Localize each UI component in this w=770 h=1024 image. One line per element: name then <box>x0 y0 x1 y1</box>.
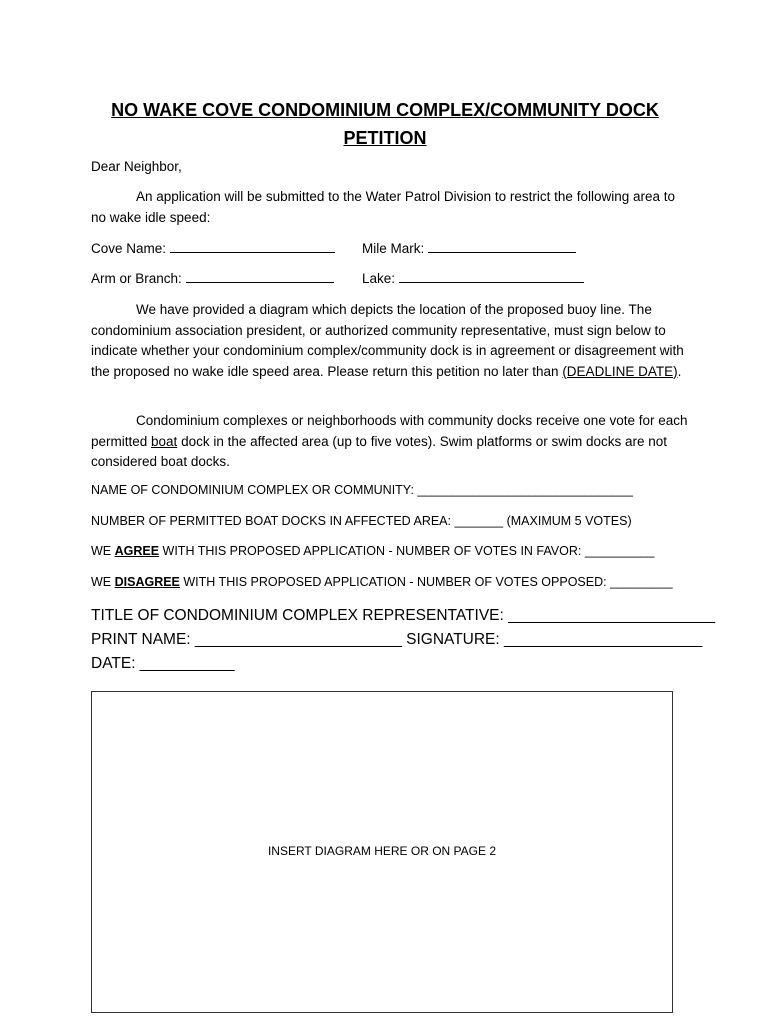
arm-branch-input[interactable] <box>186 269 334 283</box>
diagram-paragraph-text: We have provided a diagram which depicts the location of the proposed buoy line. The condominium association president, or authorized community representative, must sign below to indicate whether your condominium complex/community dock is in agreement or disagreement with the proposed no wake idle speed area. Please return this petition no later than <box>91 302 684 379</box>
greeting: Dear Neighbor, <box>91 159 182 174</box>
title-line-2: PETITION <box>343 128 427 148</box>
agree-line <box>91 544 654 558</box>
diagram-paragraph <box>91 300 691 382</box>
diagram-placeholder-label: INSERT DIAGRAM HERE OR ON PAGE 2 <box>267 844 497 858</box>
mile-mark-field <box>362 239 576 260</box>
agree-word: AGREE <box>114 544 160 558</box>
lake-label: Lake: <box>362 271 396 286</box>
disagree-post: WITH THIS PROPOSED APPLICATION - NUMBER OF VOTES OPPOSED: _________ <box>179 575 673 589</box>
diagram-box <box>91 691 673 1013</box>
document-title <box>60 96 710 152</box>
disagree-line <box>91 575 673 589</box>
disagree-word: DISAGREE <box>114 575 180 589</box>
arm-branch-label: Arm or Branch: <box>91 271 182 286</box>
intro-paragraph: An application will be submitted to the Water Patrol Division to restrict the following area to no wake idle speed: <box>91 189 676 225</box>
cove-name-input[interactable] <box>170 239 335 253</box>
date-line: DATE: ___________ <box>91 655 235 672</box>
mile-mark-label: Mile Mark: <box>362 241 425 256</box>
agree-post: WITH THIS PROPOSED APPLICATION - NUMBER OF VOTES IN FAVOR: __________ <box>159 544 655 558</box>
boat-word: boat <box>151 433 178 449</box>
rep-title-line: TITLE OF CONDOMINIUM COMPLEX REPRESENTATIVE: ________________________ <box>91 607 715 624</box>
cove-name-label: Cove Name: <box>91 241 167 256</box>
lake-field <box>362 269 584 290</box>
deadline-date: (DEADLINE DATE) <box>562 363 678 379</box>
title-line-1: NO WAKE COVE CONDOMINIUM COMPLEX/COMMUNITY DOCK <box>111 100 659 120</box>
votes-paragraph-text-b: dock in the affected area (up to five votes). Swim platforms or swim docks are not considered boat docks. <box>91 433 668 469</box>
agree-pre: WE <box>91 544 115 558</box>
disagree-pre: WE <box>91 575 115 589</box>
diagram-paragraph-end: . <box>677 363 682 379</box>
print-sign-line: PRINT NAME: ________________________ SIGNATURE: _______________________ <box>91 631 703 648</box>
cove-name-field <box>91 239 335 260</box>
lake-input[interactable] <box>399 269 584 283</box>
boat-docks-line: NUMBER OF PERMITTED BOAT DOCKS IN AFFECTED AREA: _______ (MAXIMUM 5 VOTES) <box>91 514 632 528</box>
votes-paragraph <box>91 411 691 473</box>
complex-name-line: NAME OF CONDOMINIUM COMPLEX OR COMMUNITY: _______________________________ <box>91 483 633 497</box>
arm-branch-field <box>91 269 334 290</box>
mile-mark-input[interactable] <box>428 239 576 253</box>
votes-paragraph-text-a: Condominium complexes or neighborhoods with community docks receive one vote for each permitted <box>91 413 688 449</box>
